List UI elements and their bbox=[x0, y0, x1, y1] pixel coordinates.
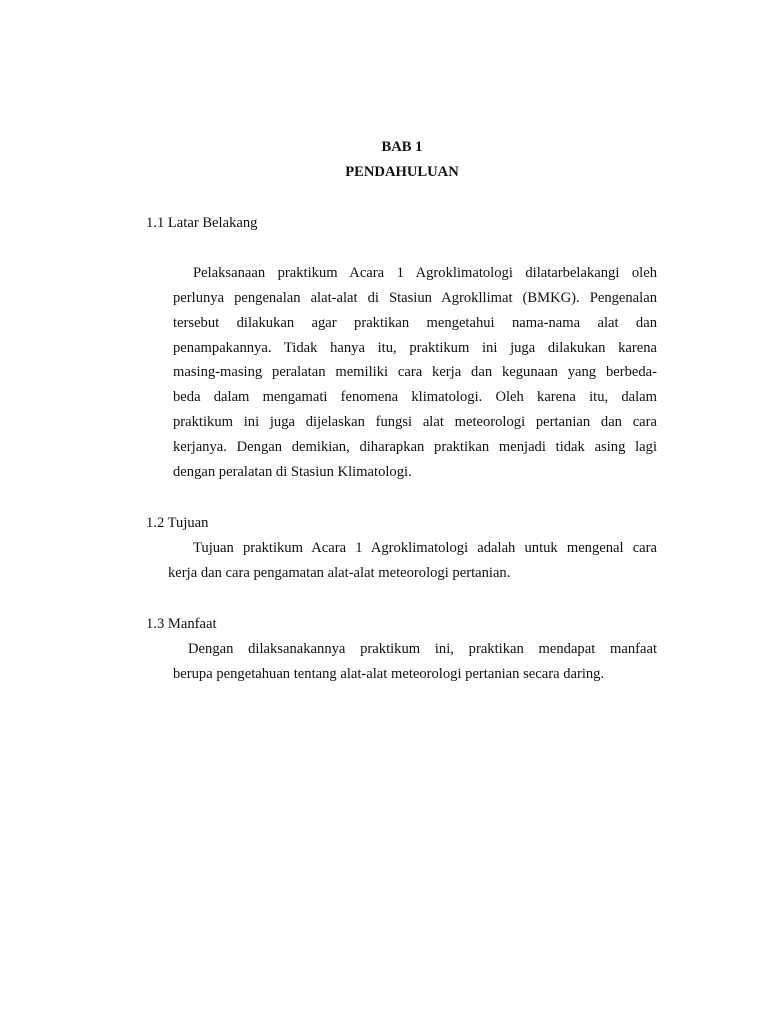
paragraph-line: beda dalam mengamati fenomena klimatologi. Oleh karena itu, dalam bbox=[173, 389, 657, 405]
paragraph-line: Dengan dilaksanakannya praktikum ini, praktikan mendapat manfaat bbox=[188, 641, 657, 657]
chapter-title: PENDAHULUAN bbox=[345, 164, 459, 180]
paragraph-line: Tujuan praktikum Acara 1 Agroklimatologi adalah untuk mengenal cara bbox=[193, 540, 657, 556]
paragraph-line: dengan peralatan di Stasiun Klimatologi. bbox=[173, 464, 412, 480]
section-heading-latar-belakang: 1.1 Latar Belakang bbox=[146, 215, 258, 231]
paragraph-line: penampakannya. Tidak hanya itu, praktikum ini juga dilakukan karena bbox=[173, 340, 657, 356]
paragraph-line: perlunya pengenalan alat-alat di Stasiun Agrokllimat (BMKG). Pengenalan bbox=[173, 290, 657, 306]
paragraph-line: praktikum ini juga dijelaskan fungsi alat meteorologi pertanian dan cara bbox=[173, 414, 657, 430]
section-heading-manfaat: 1.3 Manfaat bbox=[146, 616, 217, 632]
paragraph-line: tersebut dilakukan agar praktikan mengetahui nama-nama alat dan bbox=[173, 315, 657, 331]
section-heading-tujuan: 1.2 Tujuan bbox=[146, 515, 209, 531]
paragraph-line: berupa pengetahuan tentang alat-alat meteorologi pertanian secara daring. bbox=[173, 666, 605, 682]
paragraph-line: kerjanya. Dengan demikian, diharapkan praktikan menjadi tidak asing lagi bbox=[173, 439, 657, 455]
paragraph-line: kerja dan cara pengamatan alat-alat meteorologi pertanian. bbox=[168, 565, 511, 581]
paragraph-line: masing-masing peralatan memiliki cara kerja dan kegunaan yang berbeda- bbox=[173, 364, 657, 380]
paragraph-line: Pelaksanaan praktikum Acara 1 Agroklimatologi dilatarbelakangi oleh bbox=[193, 265, 657, 281]
chapter-number: BAB 1 bbox=[381, 139, 423, 155]
